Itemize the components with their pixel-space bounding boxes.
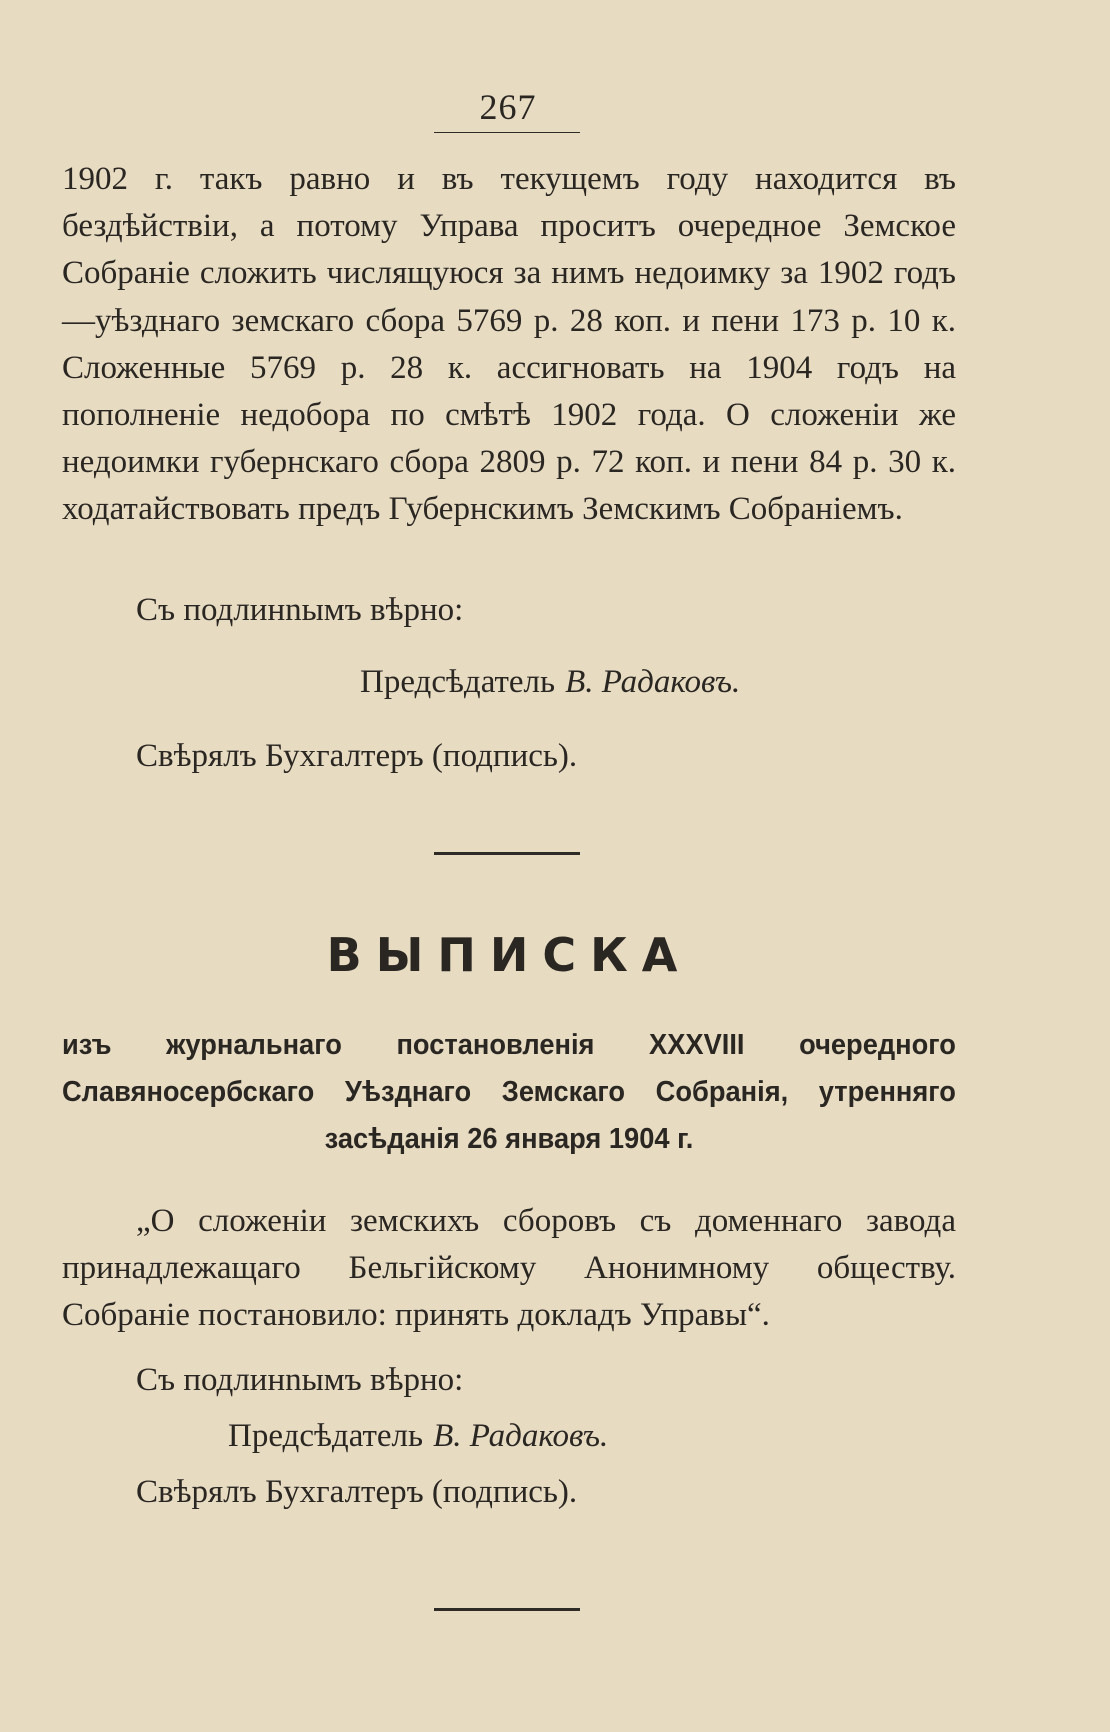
- extract-heading: ВЫПИСКА: [326, 928, 692, 982]
- paragraph-1: 1902 г. такъ равно и въ текущемъ году находится въ бездѣйствіи, а потому Управа проситъ очередное Земское Собраніе сложить числящуюся за нимъ недоимку за 1902 годъ—уѣзднаго земскаго сбора 5769 р. 28 коп. и пени 173 р. 10 к. Сложенные 5769 р. 28 к. ассигновать на 1904 годъ на пополненіе недобора по смѣтѣ 1902 года. О сложеніи же недоимки губернскаго сбора 2809 р. 72 коп. и пени 84 р. 30 к. ходатайствовать предъ Губернскимъ Земскимъ Собраніемъ.: [62, 161, 956, 528]
- chairman-signature-1: В. Радаковъ.: [565, 664, 741, 700]
- chairman-line-2: [228, 1418, 608, 1455]
- chairman-signature-2: В. Радаковъ.: [433, 1418, 609, 1454]
- extract-subheading: изъ журнальнаго постановленія XXXVIII очередного Славяносербскаго Уѣзднаго Земскаго Собранія, утренняго засѣданія 26 января 1904 г.: [62, 1029, 956, 1155]
- closing-rule: [434, 1608, 580, 1611]
- checked-line-2: Свѣрялъ Бухгалтеръ (подпись).: [136, 1474, 578, 1510]
- page-number: 267: [479, 87, 537, 127]
- chairman-label-2: Предсѣдатель: [228, 1418, 424, 1454]
- page-number-rule: [434, 132, 580, 133]
- paragraph-2: „О сложеніи земскихъ сборовъ съ доменнаго завода принадлежащаго Бельгійскому Анонимному обществу. Собраніе постановило: принять докладъ Управы“.: [62, 1203, 956, 1334]
- section-divider: [434, 852, 580, 855]
- certified-line-2: Съ подлинnымъ вѣрно:: [136, 1362, 464, 1398]
- certified-line-1: Съ подлинnымъ вѣрно:: [136, 592, 464, 628]
- checked-line-1: Свѣрялъ Бухгалтеръ (подпись).: [136, 738, 578, 774]
- chairman-line-1: [360, 664, 740, 701]
- chairman-label-1: Предсѣдатель: [360, 664, 556, 700]
